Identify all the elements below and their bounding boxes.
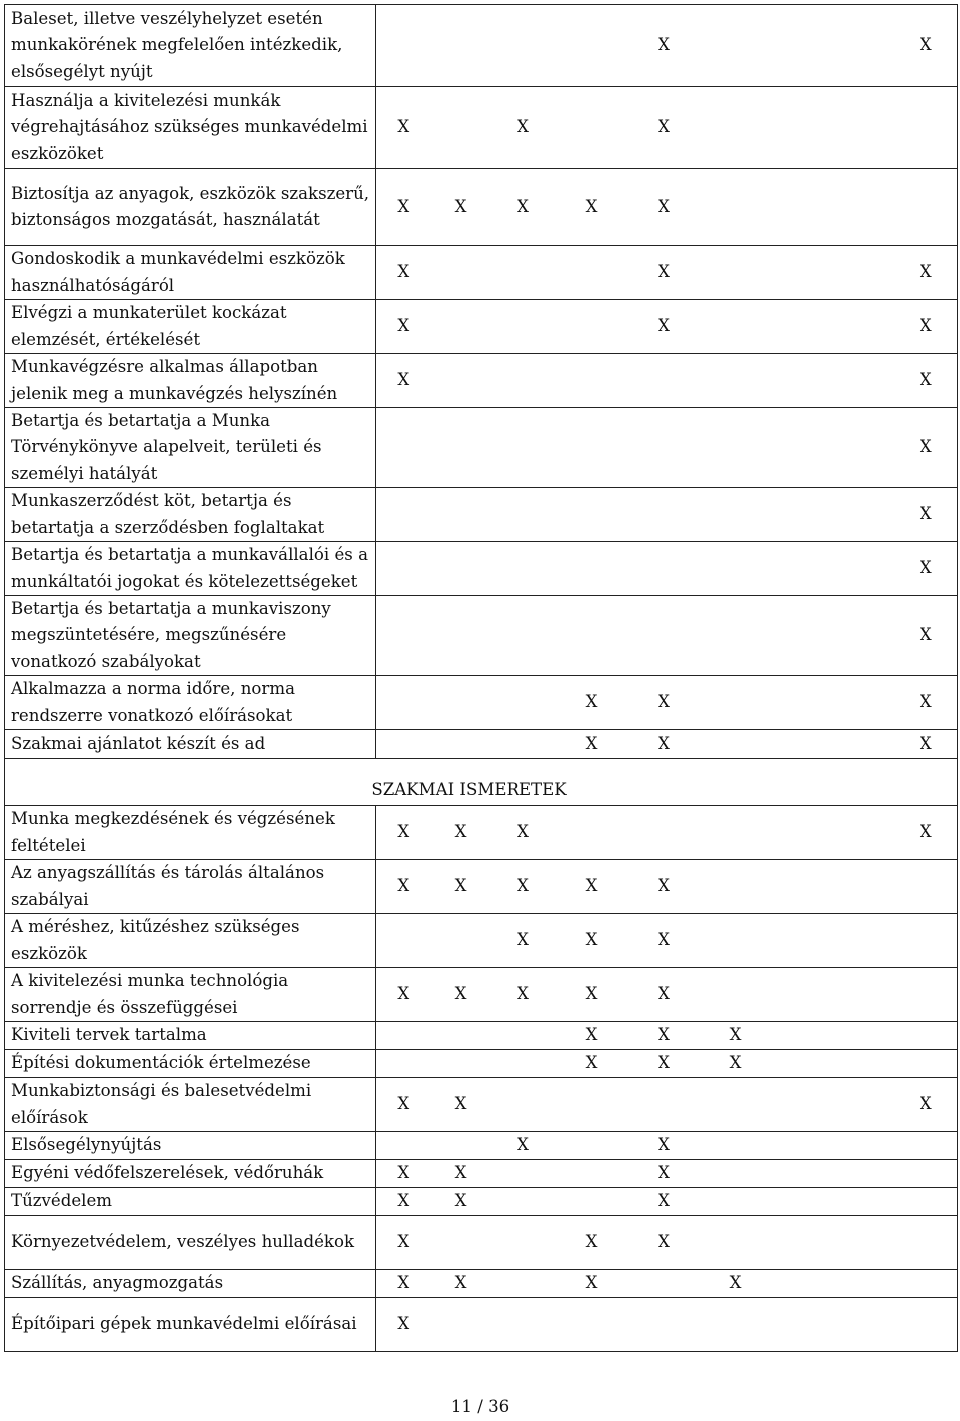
- mark-cell: X: [376, 968, 431, 1022]
- mark-cell: [771, 354, 833, 408]
- mark-cell: [771, 1132, 833, 1160]
- row-label: Munkaszerződést köt, betartja és betartatja a szerződésben foglaltakat: [5, 488, 376, 542]
- mark-cell: [701, 968, 771, 1022]
- mark-cell: [491, 676, 556, 730]
- table-row: [5, 1188, 958, 1216]
- mark-cell: [431, 1022, 491, 1050]
- mark-cell: X: [491, 860, 556, 914]
- mark-cell: [701, 1216, 771, 1270]
- mark-cell: [771, 730, 833, 759]
- mark-cell: [701, 408, 771, 488]
- mark-cell: [491, 488, 556, 542]
- mark-cell: [431, 246, 491, 300]
- row-label: Kiviteli tervek tartalma: [5, 1022, 376, 1050]
- mark-cell: [771, 246, 833, 300]
- mark-cell: X: [556, 169, 628, 246]
- mark-cell: [833, 5, 895, 87]
- row-label: A kivitelezési munka technológia sorrendje és összefüggései: [5, 968, 376, 1022]
- mark-cell: [771, 1022, 833, 1050]
- mark-cell: [771, 1050, 833, 1078]
- mark-cell: [491, 5, 556, 87]
- mark-cell: X: [628, 1132, 701, 1160]
- row-label: Környezetvédelem, veszélyes hulladékok: [5, 1216, 376, 1270]
- mark-cell: [833, 676, 895, 730]
- mark-cell: [895, 860, 958, 914]
- mark-cell: [431, 300, 491, 354]
- mark-cell: [556, 300, 628, 354]
- mark-cell: [628, 596, 701, 676]
- competency-matrix-table: [4, 4, 958, 1352]
- mark-cell: X: [556, 968, 628, 1022]
- mark-cell: X: [491, 169, 556, 246]
- mark-cell: [431, 1132, 491, 1160]
- mark-cell: [833, 1270, 895, 1298]
- mark-cell: [491, 246, 556, 300]
- mark-cell: [833, 914, 895, 968]
- table-row: [5, 1132, 958, 1160]
- mark-cell: [491, 1270, 556, 1298]
- mark-cell: X: [628, 169, 701, 246]
- mark-cell: [895, 1270, 958, 1298]
- mark-cell: X: [431, 860, 491, 914]
- mark-cell: X: [556, 676, 628, 730]
- mark-cell: [376, 676, 431, 730]
- mark-cell: [833, 1188, 895, 1216]
- mark-cell: [491, 300, 556, 354]
- mark-cell: [491, 1216, 556, 1270]
- mark-cell: [431, 1216, 491, 1270]
- table-row: [5, 968, 958, 1022]
- mark-cell: X: [628, 914, 701, 968]
- mark-cell: X: [628, 1188, 701, 1216]
- mark-cell: [771, 1078, 833, 1132]
- mark-cell: [833, 1078, 895, 1132]
- mark-cell: X: [895, 676, 958, 730]
- mark-cell: X: [556, 1270, 628, 1298]
- mark-cell: [771, 1216, 833, 1270]
- mark-cell: X: [376, 169, 431, 246]
- row-label: Gondoskodik a munkavédelmi eszközök használhatóságáról: [5, 246, 376, 300]
- mark-cell: [833, 1216, 895, 1270]
- mark-cell: X: [628, 87, 701, 169]
- mark-cell: [628, 408, 701, 488]
- mark-cell: [376, 596, 431, 676]
- mark-cell: X: [431, 1188, 491, 1216]
- mark-cell: X: [376, 1216, 431, 1270]
- mark-cell: [833, 1022, 895, 1050]
- mark-cell: [491, 1078, 556, 1132]
- mark-cell: X: [628, 730, 701, 759]
- mark-cell: [833, 1050, 895, 1078]
- mark-cell: X: [491, 968, 556, 1022]
- row-label: Biztosítja az anyagok, eszközök szakszerű, biztonságos mozgatását, használatát: [5, 169, 376, 246]
- mark-cell: [491, 596, 556, 676]
- page-number: 11 / 36: [450, 1397, 510, 1416]
- mark-cell: [701, 596, 771, 676]
- mark-cell: [833, 1160, 895, 1188]
- mark-cell: [771, 5, 833, 87]
- mark-cell: [431, 5, 491, 87]
- mark-cell: [895, 169, 958, 246]
- mark-cell: [431, 596, 491, 676]
- table-row: [5, 488, 958, 542]
- mark-cell: [491, 354, 556, 408]
- mark-cell: [895, 968, 958, 1022]
- table-row: [5, 1160, 958, 1188]
- mark-cell: [376, 1050, 431, 1078]
- mark-cell: [491, 1050, 556, 1078]
- mark-cell: [556, 542, 628, 596]
- mark-cell: [376, 5, 431, 87]
- mark-cell: X: [895, 1078, 958, 1132]
- mark-cell: [701, 806, 771, 860]
- mark-cell: [771, 914, 833, 968]
- mark-cell: [701, 300, 771, 354]
- mark-cell: [701, 730, 771, 759]
- row-label: Betartja és betartatja a Munka Törvénykönyve alapelveit, területi és személyi hatályát: [5, 408, 376, 488]
- table-row: [5, 1050, 958, 1078]
- mark-cell: [895, 1160, 958, 1188]
- mark-cell: X: [491, 1132, 556, 1160]
- mark-cell: X: [376, 806, 431, 860]
- mark-cell: [376, 488, 431, 542]
- mark-cell: [556, 806, 628, 860]
- mark-cell: [701, 542, 771, 596]
- mark-cell: [833, 87, 895, 169]
- mark-cell: X: [431, 968, 491, 1022]
- mark-cell: [701, 87, 771, 169]
- row-label: Szakmai ajánlatot készít és ad: [5, 730, 376, 759]
- mark-cell: [431, 1298, 491, 1352]
- mark-cell: [833, 860, 895, 914]
- mark-cell: [431, 730, 491, 759]
- mark-cell: X: [431, 1078, 491, 1132]
- mark-cell: [833, 169, 895, 246]
- mark-cell: X: [491, 806, 556, 860]
- mark-cell: X: [491, 87, 556, 169]
- mark-cell: [833, 730, 895, 759]
- mark-cell: X: [895, 542, 958, 596]
- mark-cell: X: [701, 1022, 771, 1050]
- mark-cell: [556, 488, 628, 542]
- mark-cell: [556, 87, 628, 169]
- mark-cell: X: [556, 1022, 628, 1050]
- mark-cell: X: [376, 1160, 431, 1188]
- mark-cell: X: [628, 676, 701, 730]
- mark-cell: [628, 354, 701, 408]
- mark-cell: X: [431, 806, 491, 860]
- mark-cell: X: [895, 596, 958, 676]
- mark-cell: [556, 1132, 628, 1160]
- mark-cell: X: [376, 1078, 431, 1132]
- row-label: Építési dokumentációk értelmezése: [5, 1050, 376, 1078]
- table-row: [5, 542, 958, 596]
- mark-cell: [376, 730, 431, 759]
- mark-cell: [701, 860, 771, 914]
- mark-cell: X: [628, 860, 701, 914]
- mark-cell: [556, 1078, 628, 1132]
- table-row: [5, 1022, 958, 1050]
- mark-cell: [628, 1078, 701, 1132]
- mark-cell: X: [628, 1216, 701, 1270]
- mark-cell: X: [376, 1298, 431, 1352]
- mark-cell: [895, 914, 958, 968]
- mark-cell: [701, 1132, 771, 1160]
- mark-cell: [701, 914, 771, 968]
- mark-cell: X: [376, 860, 431, 914]
- mark-cell: [895, 1298, 958, 1352]
- row-label: Munkabiztonsági és balesetvédelmi előírások: [5, 1078, 376, 1132]
- mark-cell: [556, 354, 628, 408]
- mark-cell: [556, 1298, 628, 1352]
- mark-cell: [491, 1298, 556, 1352]
- mark-cell: [833, 488, 895, 542]
- mark-cell: [895, 1050, 958, 1078]
- mark-cell: [701, 1188, 771, 1216]
- mark-cell: [628, 1270, 701, 1298]
- mark-cell: [771, 1298, 833, 1352]
- mark-cell: [491, 1022, 556, 1050]
- mark-cell: [895, 1188, 958, 1216]
- mark-cell: [628, 806, 701, 860]
- mark-cell: [701, 488, 771, 542]
- row-label: Építőipari gépek munkavédelmi előírásai: [5, 1298, 376, 1352]
- mark-cell: [431, 87, 491, 169]
- mark-cell: [771, 1188, 833, 1216]
- mark-cell: X: [628, 246, 701, 300]
- mark-cell: [701, 1298, 771, 1352]
- row-label: Szállítás, anyagmozgatás: [5, 1270, 376, 1298]
- table-row: [5, 87, 958, 169]
- mark-cell: [833, 246, 895, 300]
- mark-cell: X: [376, 1270, 431, 1298]
- mark-cell: [431, 1050, 491, 1078]
- mark-cell: [771, 596, 833, 676]
- mark-cell: [701, 169, 771, 246]
- mark-cell: [376, 914, 431, 968]
- mark-cell: [556, 408, 628, 488]
- table-row: [5, 860, 958, 914]
- table-row: [5, 730, 958, 759]
- mark-cell: X: [895, 730, 958, 759]
- mark-cell: [431, 408, 491, 488]
- mark-cell: [376, 1132, 431, 1160]
- mark-cell: X: [376, 246, 431, 300]
- mark-cell: X: [556, 1216, 628, 1270]
- mark-cell: [556, 246, 628, 300]
- mark-cell: [701, 5, 771, 87]
- mark-cell: X: [628, 1022, 701, 1050]
- mark-cell: [431, 354, 491, 408]
- row-label: Munka megkezdésének és végzésének feltételei: [5, 806, 376, 860]
- mark-cell: [701, 1160, 771, 1188]
- row-label: Tűzvédelem: [5, 1188, 376, 1216]
- mark-cell: [431, 676, 491, 730]
- mark-cell: [431, 542, 491, 596]
- mark-cell: [895, 1216, 958, 1270]
- mark-cell: X: [895, 5, 958, 87]
- mark-cell: [491, 1188, 556, 1216]
- knowledge-rows: [5, 806, 958, 1352]
- mark-cell: [701, 246, 771, 300]
- table-row: [5, 1270, 958, 1298]
- mark-cell: X: [556, 1050, 628, 1078]
- mark-cell: [628, 488, 701, 542]
- mark-cell: [771, 806, 833, 860]
- mark-cell: X: [895, 806, 958, 860]
- mark-cell: [771, 676, 833, 730]
- mark-cell: [431, 488, 491, 542]
- row-label: Elvégzi a munkaterület kockázat elemzését, értékelését: [5, 300, 376, 354]
- table-row: [5, 596, 958, 676]
- table-row: [5, 806, 958, 860]
- table-row: [5, 5, 958, 87]
- mark-cell: [833, 354, 895, 408]
- row-label: Betartja és betartatja a munkaviszony megszüntetésére, megszűnésére vonatkozó szabályokat: [5, 596, 376, 676]
- table-row: [5, 1216, 958, 1270]
- mark-cell: [833, 1132, 895, 1160]
- mark-cell: [771, 1160, 833, 1188]
- mark-cell: X: [431, 1270, 491, 1298]
- mark-cell: X: [701, 1270, 771, 1298]
- row-label: Munkavégzésre alkalmas állapotban jelenik meg a munkavégzés helyszínén: [5, 354, 376, 408]
- row-label: Alkalmazza a norma időre, norma rendszerre vonatkozó előírásokat: [5, 676, 376, 730]
- mark-cell: [491, 408, 556, 488]
- mark-cell: X: [556, 860, 628, 914]
- mark-cell: X: [895, 408, 958, 488]
- mark-cell: [771, 542, 833, 596]
- section-title: SZAKMAI ISMERETEK: [371, 779, 567, 799]
- row-label: Elsősegélynyújtás: [5, 1132, 376, 1160]
- mark-cell: [376, 408, 431, 488]
- mark-cell: [833, 968, 895, 1022]
- mark-cell: [556, 596, 628, 676]
- mark-cell: [833, 596, 895, 676]
- mark-cell: X: [628, 1160, 701, 1188]
- mark-cell: X: [376, 300, 431, 354]
- mark-cell: [556, 1160, 628, 1188]
- mark-cell: X: [628, 5, 701, 87]
- mark-cell: [771, 408, 833, 488]
- mark-cell: [491, 730, 556, 759]
- row-label: Az anyagszállítás és tárolás általános szabályai: [5, 860, 376, 914]
- row-label: Egyéni védőfelszerelések, védőruhák: [5, 1160, 376, 1188]
- mark-cell: X: [556, 730, 628, 759]
- mark-cell: [701, 1078, 771, 1132]
- mark-cell: X: [376, 87, 431, 169]
- table-row: [5, 408, 958, 488]
- mark-cell: [771, 1270, 833, 1298]
- mark-cell: [376, 1022, 431, 1050]
- mark-cell: X: [556, 914, 628, 968]
- mark-cell: [628, 1298, 701, 1352]
- section-header: [5, 759, 958, 806]
- mark-cell: [556, 5, 628, 87]
- table-row: [5, 246, 958, 300]
- section-title-cell: [5, 759, 958, 806]
- mark-cell: X: [895, 354, 958, 408]
- mark-cell: X: [628, 968, 701, 1022]
- mark-cell: X: [376, 1188, 431, 1216]
- mark-cell: [491, 542, 556, 596]
- table-row: [5, 1078, 958, 1132]
- mark-cell: [701, 354, 771, 408]
- mark-cell: X: [491, 914, 556, 968]
- mark-cell: X: [431, 169, 491, 246]
- mark-cell: [771, 87, 833, 169]
- table-row: [5, 676, 958, 730]
- table-row: [5, 169, 958, 246]
- mark-cell: [556, 1188, 628, 1216]
- mark-cell: X: [895, 488, 958, 542]
- row-label: Használja a kivitelezési munkák végrehajtásához szükséges munkavédelmi eszközöket: [5, 87, 376, 169]
- mark-cell: [833, 806, 895, 860]
- mark-cell: [895, 1022, 958, 1050]
- mark-cell: [771, 968, 833, 1022]
- mark-cell: X: [701, 1050, 771, 1078]
- row-label: Baleset, illetve veszélyhelyzet esetén munkakörének megfelelően intézkedik, elsősegélyt nyújt: [5, 5, 376, 87]
- table-row: [5, 1298, 958, 1352]
- mark-cell: [771, 300, 833, 354]
- mark-cell: [833, 542, 895, 596]
- table-row: [5, 914, 958, 968]
- mark-cell: [376, 542, 431, 596]
- mark-cell: [431, 914, 491, 968]
- task-rows: [5, 5, 958, 759]
- table-row: [5, 354, 958, 408]
- mark-cell: X: [628, 1050, 701, 1078]
- mark-cell: [833, 1298, 895, 1352]
- mark-cell: X: [628, 300, 701, 354]
- mark-cell: X: [895, 246, 958, 300]
- mark-cell: [895, 87, 958, 169]
- mark-cell: [771, 860, 833, 914]
- mark-cell: X: [431, 1160, 491, 1188]
- mark-cell: [701, 676, 771, 730]
- mark-cell: [895, 1132, 958, 1160]
- mark-cell: [771, 169, 833, 246]
- mark-cell: X: [376, 354, 431, 408]
- row-label: Betartja és betartatja a munkavállalói és a munkáltatói jogokat és kötelezettségeket: [5, 542, 376, 596]
- mark-cell: [491, 1160, 556, 1188]
- mark-cell: X: [895, 300, 958, 354]
- row-label: A méréshez, kitűzéshez szükséges eszközök: [5, 914, 376, 968]
- table-row: [5, 300, 958, 354]
- mark-cell: [771, 488, 833, 542]
- mark-cell: [833, 408, 895, 488]
- mark-cell: [833, 300, 895, 354]
- mark-cell: [628, 542, 701, 596]
